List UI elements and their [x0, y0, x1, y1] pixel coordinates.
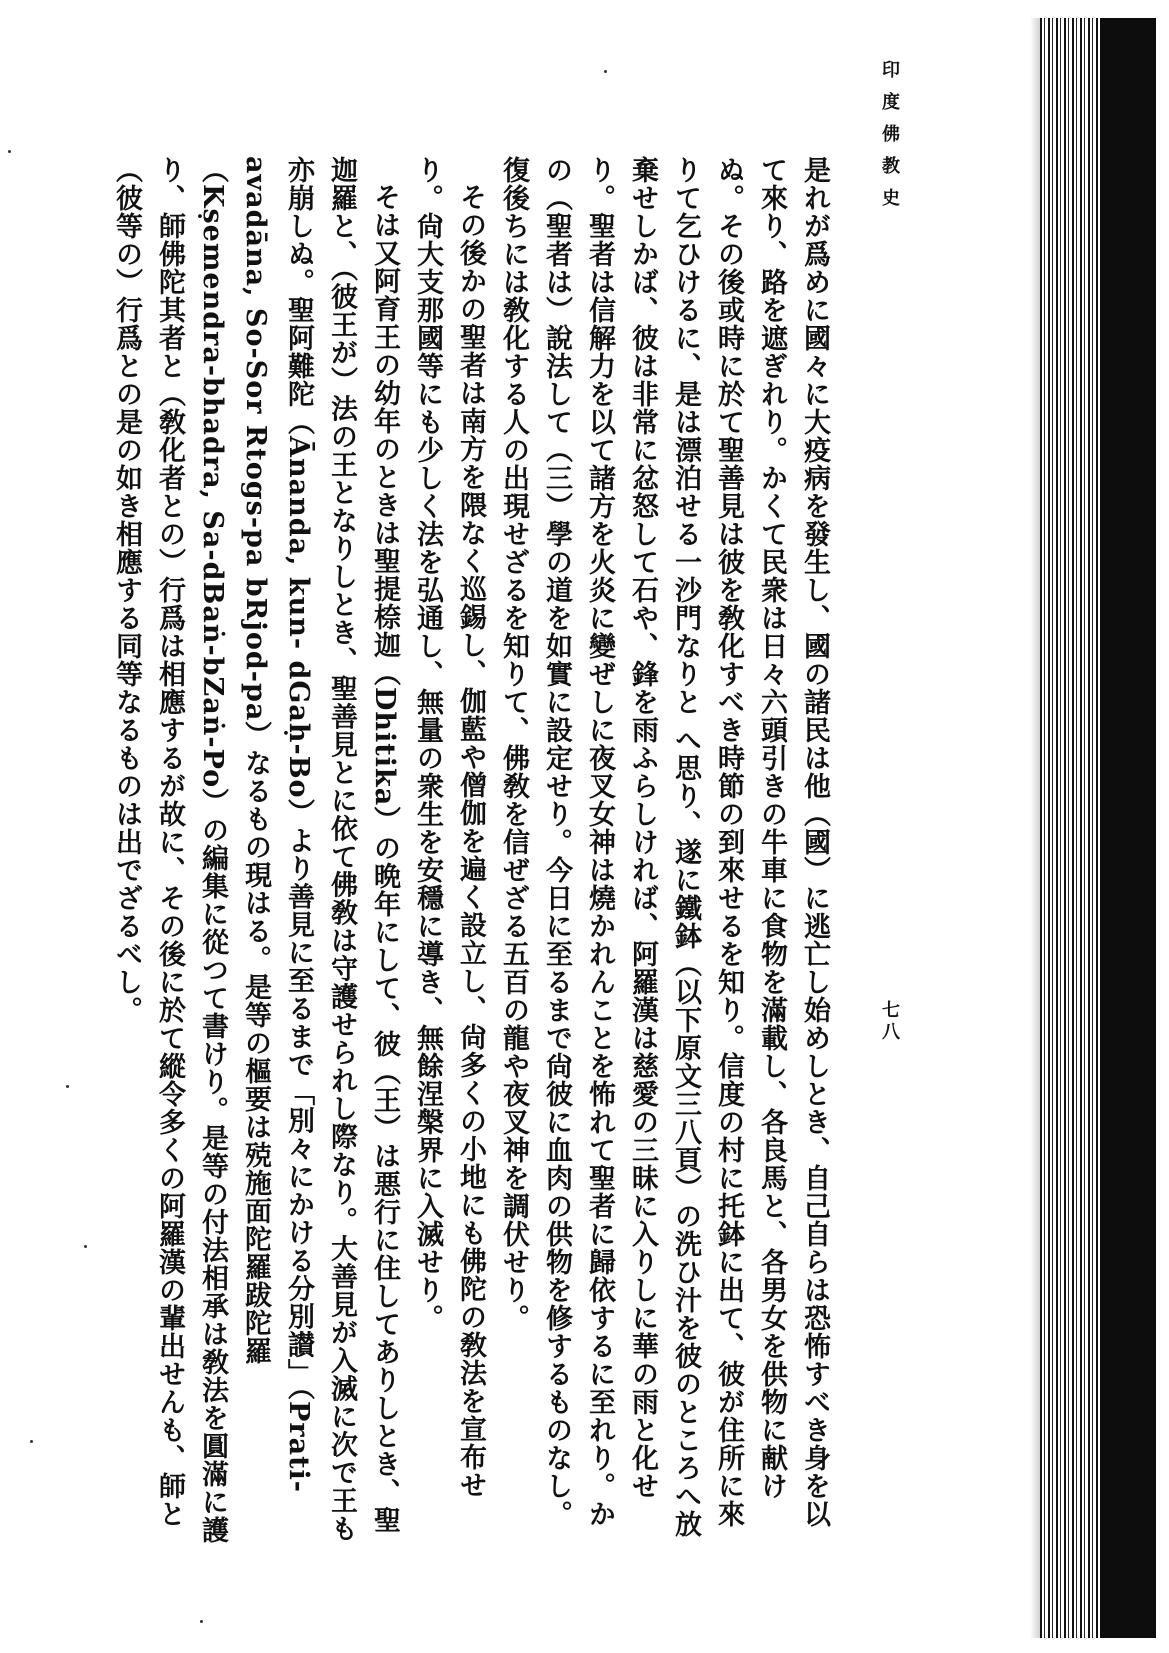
main-text-block: [96, 156, 836, 1546]
paragraph-3: そは又阿育王の幼年のときは聖提㮈迦（Dhitika）の晩年にして、彼（王）は悪行に住してありしとき、聖迦羅と、（彼王が）法の王となりしとき、聖善見とに依て佛敎は守護せられし際なり。大善見が入滅に次で王も亦崩しぬ。聖阿難陀（Ānanda, kun- dGaḥ-Bo）より善見に至るまで「別々にかける分別讃」（Prati-avadāna, So-Sor Rtogs-pa bRjod-pa）なるもの現はる。是等の樞要は殑施面陀羅跋陀羅（Kṣemendra-bhadra, Sa-dBaṅ-bZaṅ-Po）の編集に從つて書けり。是等の付法相承は敎法を圓滿に護り、師佛陀其者と（敎化者との）行爲は相應するが故に、その後に於て縱令多くの阿羅漢の輩出せんも、師と（彼等の）行爲との是の如き相應する同等なるものは出でざるべし。: [111, 156, 400, 1545]
book-spine-dark: [1100, 18, 1156, 1638]
paragraph-2: その後かの聖者は南方を隈なく巡錫し、伽藍や僧伽を遍く設立し、尙多くの小地にも佛陀の敎法を宣布せり。尙大支那國等にも少しく法を弘通し、無量の衆生を安穩に導き、無餘涅槃界に入滅せり。: [412, 156, 486, 1499]
paragraph-1: 是れが爲めに國々に大疫病を發生し、國の諸民は他（國）に逃亡し始めしとき、自己自らは恐怖すべき身を以て來り、路を遮ぎれり。かくて民衆は日々六頭引きの牛車に食物を滿載し、各良馬と、各男女を供物に献けぬ。その後或時に於て聖善見は彼を敎化すべき時節の到來せるを知り。信度の村に托鉢に出て、彼が住所に來りて乞ひけるに、是は漂泊せる一沙門なりと へ思り、遂に鐵鉢（以下原文三八頁）の洗ひ汁を彼のところへ放棄せしかば、彼は非常に忿怒して石や、鋒を雨ふらしければ、阿羅漢は慈愛の三昧に入りしに華の雨と化せり。聖者は信解力を以て諸方を火炎に變ぜしに夜叉女神は燒かれんことを怖れて聖者に歸依するに至れり。かの（聖者は）說法して（三）學の道を如實に設定せり。今日に至るまで尙彼に血肉の供物を修するものなし。復後ちには敎化する人の出現せざるを知りて、佛敎を信ぜざる五百の龍や夜叉神を調伏せり。: [498, 156, 830, 1539]
scan-speck: [604, 70, 607, 73]
scan-speck: [66, 1085, 69, 1088]
scan-speck: [200, 1620, 203, 1623]
scan-speck: [8, 150, 11, 153]
scan-speck: [84, 1245, 87, 1248]
running-head-title: 印度佛教史: [879, 60, 900, 220]
scan-speck: [30, 1440, 33, 1443]
page-number: 七八: [879, 1000, 900, 1044]
